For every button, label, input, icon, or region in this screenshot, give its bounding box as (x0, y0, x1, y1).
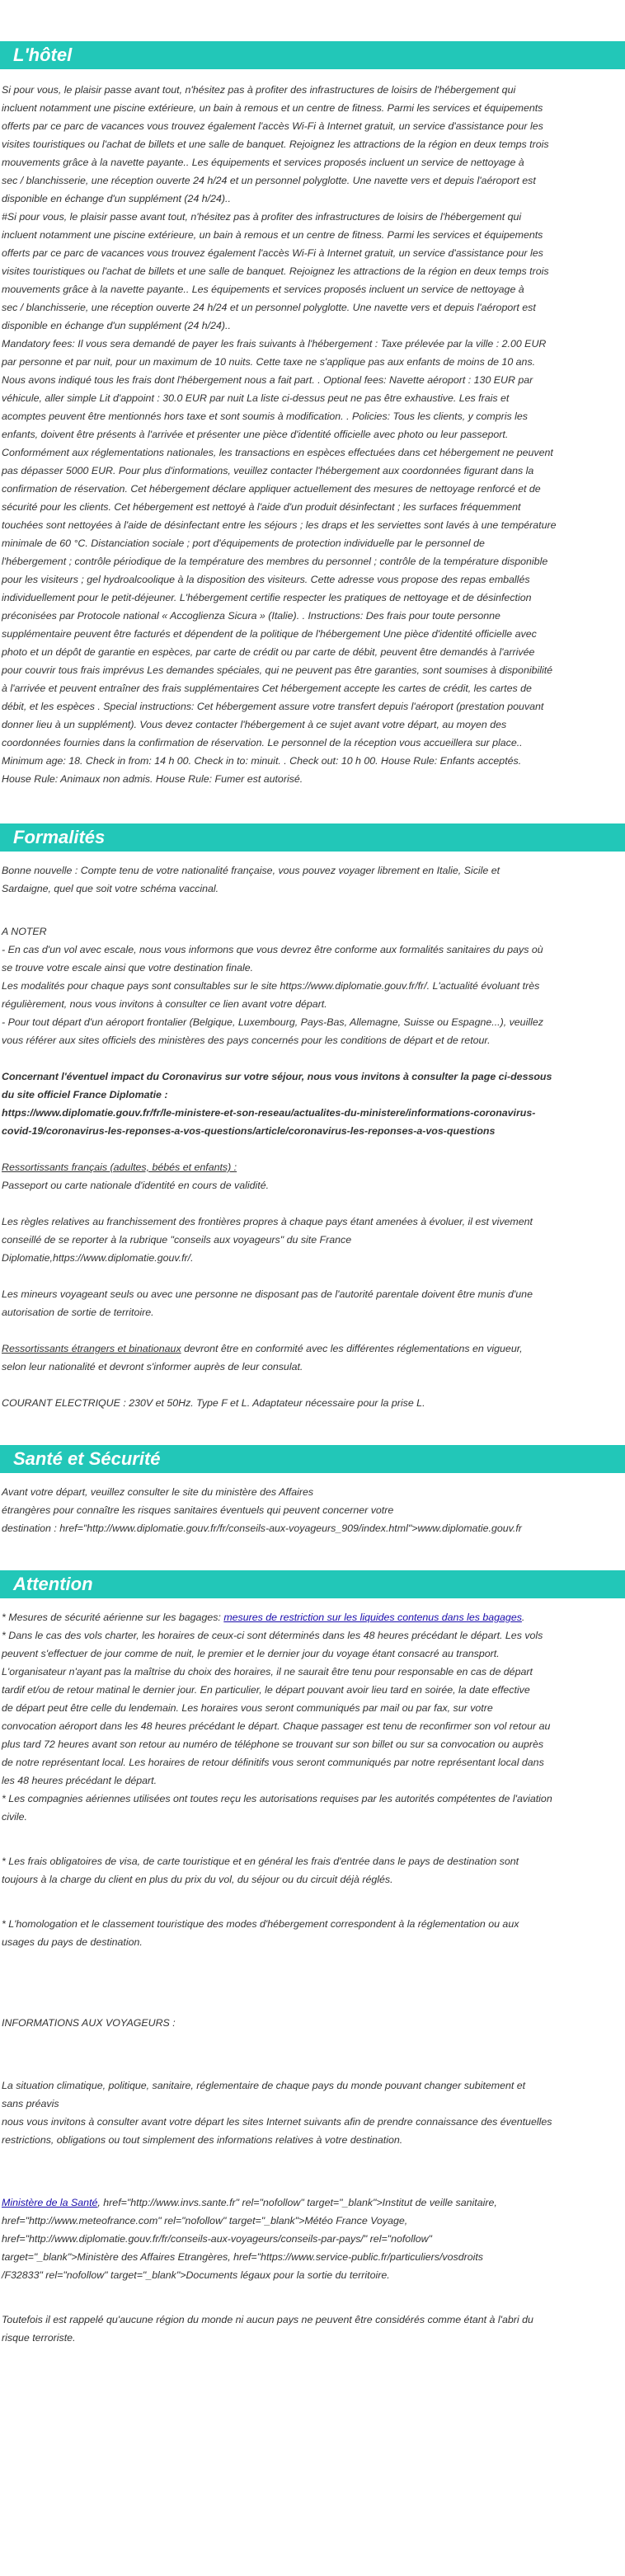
toutefois-line: risque terroriste. (2, 2332, 76, 2344)
section-heading-hotel: L'hôtel (0, 41, 625, 69)
sante-line: destination : href="http://www.diplomatie.gouv.fr/fr/conseils-aux-voyageurs_909/index.html">www.diplomatie.gouv.fr (2, 1523, 522, 1534)
hotel-text-line: offerts par ce parc de vacances vous trouvez également l'accès Wi-Fi à Internet gratuit, un service d'assistance pour les (2, 247, 543, 259)
charter-line: plus tard 72 heures avant son retour au numéro de téléphone se trouvant sur son billet ou sur sa convocation ou auprès (2, 1738, 544, 1750)
hotel-text-line: disponible en échange d'un supplément (24 h/24).. (2, 320, 231, 331)
mineurs-text (0, 1285, 625, 1321)
ministere-rest-line: href="http://www.diplomatie.gouv.fr/fr/conseils-aux-voyageurs/conseils-par-pays/" rel="nofollow" (2, 2233, 432, 2245)
homologation-line: * L'homologation et le classement touristique des modes d'hébergement correspondent à la réglementation ou aux (2, 1918, 519, 1930)
regles-line: Diplomatie,https://www.diplomatie.gouv.fr/. (2, 1252, 194, 1264)
hotel-text-line: débit, et les espèces . Special instructions: Cet hébergement assure votre transfert depuis l'aéroport (prestation pouvant (2, 701, 544, 712)
climat-line: nous vous invitons à consulter avant votre départ les sites Internet suivants afin de prendre connaissance des éventuelles (2, 2116, 552, 2128)
formalites-intro (0, 861, 625, 898)
hotel-text-line: incluent notamment une piscine extérieure, un bain à remous et un centre de fitness. Parmi les services et équipements (2, 229, 543, 241)
hotel-text-line: Nous avons indiqué tous les frais dont l'hébergement nous a fait part. . Optional fees: Navette aéroport : 130 EUR par (2, 374, 533, 386)
regles-line: conseillé de se reporter à la rubrique "conseils aux voyageurs" du site France (2, 1234, 352, 1246)
hotel-text-line: enfants, doivent être présents à l'arrivée et présenter une pièce d'identité officielle avec photo ou leur passeport. (2, 429, 509, 440)
coronavirus-line: du site officiel France Diplomatie : (2, 1089, 168, 1100)
ressortissants-etrangers-title: Ressortissants étrangers et binationaux (2, 1343, 181, 1354)
ressortissants-etrangers-text-2: selon leur nationalité et devront s'informer auprès de leur consulat. (2, 1361, 303, 1372)
homologation-line: usages du pays de destination. (2, 1936, 143, 1948)
formalites-intro-line: Sardaigne, quel que soit votre schéma vaccinal. (2, 883, 219, 894)
coronavirus-notice (0, 1067, 625, 1140)
hotel-description (0, 81, 625, 788)
toutefois-line: Toutefois il est rappelé qu'aucune région du monde ni aucun pays ne peuvent être considérés comme étant à l'abri du (2, 2314, 533, 2325)
liquides-restriction-link[interactable]: mesures de restriction sur les liquides contenus dans les bagages (223, 1612, 522, 1623)
ministere-line (0, 2194, 625, 2212)
mineurs-line: Les mineurs voyageant seuls ou avec une personne ne disposant pas de l'autorité parentale doivent être munis d'une (2, 1288, 533, 1300)
hotel-text-line: House Rule: Animaux non admis. House Rule: Fumer est autorisé. (2, 773, 303, 785)
ressortissants-etrangers-text-1: devront être en conformité avec les différentes réglementations en vigueur, (181, 1343, 523, 1354)
hotel-text-line: minimale de 60 °C. Distanciation sociale ; port d'équipements de protection individuelle par le personnel de (2, 537, 485, 549)
hotel-text-line: acomptes peuvent être mentionnés hors taxe et sont soumis à modification. . Policies: Tous les clients, y compris les (2, 411, 528, 422)
regles-frontieres (0, 1213, 625, 1267)
hotel-text-line: Si pour vous, le plaisir passe avant tout, n'hésitez pas à profiter des infrastructures de loisirs de l'hébergement qui (2, 84, 516, 96)
climat-line: sans préavis (2, 2098, 59, 2109)
coronavirus-line: https://www.diplomatie.gouv.fr/fr/le-ministere-et-son-reseau/actualites-du-ministere/informations-coronavirus- (2, 1107, 536, 1119)
hotel-text-line: pour les visiteurs ; gel hydroalcoolique à la disposition des visiteurs. Cette adresse vous propose des repas emballés (2, 574, 530, 585)
hotel-text-line: à l'arrivée et peuvent entraîner des frais supplémentaires Cet hébergement accepte les cartes de crédit, les cartes de (2, 683, 532, 694)
a-noter-text (0, 941, 625, 1049)
charter-line: convocation aéroport dans les 48 heures précédant le départ. Chaque passager est tenu de reconfirmer son vol retour au (2, 1720, 551, 1732)
climat-text (0, 2076, 625, 2149)
charter-line: civile. (2, 1811, 27, 1823)
charter-line: de notre représentant local. Les horaires de retour définitifs vous seront communiqués par notre représentant local dans (2, 1757, 544, 1768)
toutefois-text (0, 2311, 625, 2347)
section-heading-attention: Attention (0, 1570, 625, 1598)
coronavirus-line: covid-19/coronavirus-les-reponses-a-vos-questions/article/coronavirus-les-reponses-a-vos-questions (2, 1125, 496, 1137)
a-noter-label: A NOTER (2, 926, 47, 937)
courant-electrique: COURANT ELECTRIQUE : 230V et 50Hz. Type F et L. Adaptateur nécessaire pour la prise L. (2, 1397, 425, 1409)
charter-line: * Dans le cas des vols charter, les horaires de ceux-ci sont déterminés dans les 48 heures précédant le départ. Les vols (2, 1630, 543, 1641)
hotel-text-line: photo et un dépôt de garantie en espèces, par carte de crédit ou par carte de débit, peuvent être demandés à l'arrivée (2, 646, 535, 658)
frais-text (0, 1852, 625, 1889)
formalites-intro-line: Bonne nouvelle : Compte tenu de votre nationalité française, vous pouvez voyager librement en Italie, Sicile et (2, 865, 500, 876)
ressortissants-francais-title: Ressortissants français (adultes, bébés et enfants) : (2, 1161, 237, 1173)
informations-voyageurs-title: INFORMATIONS AUX VOYAGEURS : (2, 2017, 176, 2029)
section-heading-formalites: Formalités (0, 823, 625, 852)
bagages-suffix: . (521, 1612, 525, 1623)
sante-line: étrangères pour connaître les risques sanitaires éventuels qui peuvent concerner votre (2, 1504, 394, 1516)
a-noter-line: vous référer aux sites officiels des ministères des pays concernés pour les conditions de départ et de retour. (2, 1035, 491, 1046)
ministere-rest-0: , href="http://www.invs.sante.fr" rel="nofollow" target="_blank">Institut de veille sanitaire, (97, 2197, 497, 2208)
hotel-text-line: l'hébergement ; contrôle périodique de la température des membres du personnel ; contrôle de la température disponible (2, 556, 548, 567)
hotel-text-line: sec / blanchisserie, une réception ouverte 24 h/24 et un personnel polyglotte. Une navette vers et depuis l'aéroport est (2, 302, 536, 313)
hotel-text-line: pour couvrir tous frais imprévus Les demandes spéciales, qui ne peuvent pas être garanties, sont soumises à disponibilité (2, 664, 553, 676)
charter-line: les 48 heures précédant le départ. (2, 1775, 157, 1786)
hotel-text-line: par personne et par nuit, pour un maximum de 10 nuits. Cette taxe ne s'applique pas aux enfants de moins de 10 ans. (2, 356, 536, 368)
charter-line: L'organisateur n'ayant pas la maîtrise du choix des horaires, il ne saurait être tenu pour responsable en cas de départ (2, 1666, 533, 1677)
hotel-text-line: mouvements grâce à la navette payante.. Les équipements et services proposés incluent un service de nettoyage à (2, 284, 524, 295)
hotel-text-line: Conformément aux réglementations nationales, les transactions en espèces effectuées dans cet hébergement ne peuvent (2, 447, 553, 458)
hotel-text-line: #Si pour vous, le plaisir passe avant tout, n'hésitez pas à profiter des infrastructures de loisirs de l'hébergement qui (2, 211, 522, 223)
hotel-text-line: visites touristiques ou l'achat de billets et une salle de banquet. Rejoignez les attractions de la région en deux temps trois (2, 138, 549, 150)
climat-line: La situation climatique, politique, sanitaire, réglementaire de chaque pays du monde pouvant changer subitement et (2, 2080, 526, 2091)
hotel-text-line: incluent notamment une piscine extérieure, un bain à remous et un centre de fitness. Parmi les services et équipements (2, 102, 543, 114)
hotel-text-line: disponible en échange d'un supplément (24 h/24).. (2, 193, 231, 204)
ressortissants-etrangers (0, 1340, 625, 1358)
mineurs-line: autorisation de sortie de territoire. (2, 1307, 154, 1318)
hotel-text-line: individuellement pour le petit-déjeuner. L'hébergement certifie respecter les pratiques de nettoyage et de désinfection (2, 592, 532, 603)
charter-text (0, 1626, 625, 1826)
section-heading-sante: Santé et Sécurité (0, 1445, 625, 1473)
hotel-text-line: visites touristiques ou l'achat de billets et une salle de banquet. Rejoignez les attractions de la région en deux temps trois (2, 265, 549, 277)
hotel-text-line: préconisées par Protocole national « Accoglienza Sicura » (Italie). . Instructions: Des frais pour toute personne (2, 610, 500, 622)
regles-line: Les règles relatives au franchissement des frontières propres à chaque pays étant amenées à évoluer, il est vivement (2, 1216, 533, 1227)
ministere-rest-line: target="_blank">Ministère des Affaires Etrangères, href="https://www.service-public.fr/particuliers/vosdroits (2, 2251, 483, 2263)
frais-line: toujours à la charge du client en plus du prix du vol, du séjour ou du circuit déjà réglés. (2, 1874, 393, 1885)
a-noter-line: - Pour tout départ d'un aéroport frontalier (Belgique, Luxembourg, Pays-Bas, Allemagne, Suisse ou Espagne...), veuillez (2, 1016, 543, 1028)
ressortissants-francais-text: Passeport ou carte nationale d'identité en cours de validité. (2, 1180, 270, 1191)
hotel-text-line: coordonnées fournies dans la confirmation de réservation. Le personnel de la réception vous accueillera sur place.. (2, 737, 523, 748)
hotel-text-line: sec / blanchisserie, une réception ouverte 24 h/24 et un personnel polyglotte. Une navette vers et depuis l'aéroport est (2, 175, 536, 186)
charter-line: peuvent s'effectuer de jour comme de nuit, le premier et le dernier jour du voyage étant consacré au transport. (2, 1648, 500, 1659)
hotel-text-line: offerts par ce parc de vacances vous trouvez également l'accès Wi-Fi à Internet gratuit, un service d'assistance pour les (2, 120, 543, 132)
coronavirus-line: Concernant l'éventuel impact du Coronavirus sur votre séjour, nous vous invitons à consulter la page ci-dessous (2, 1071, 552, 1082)
sante-text (0, 1483, 625, 1537)
ministere-rest-line: href="http://www.meteofrance.com" rel="nofollow" target="_blank">Météo France Voyage, (2, 2215, 408, 2226)
a-noter-line: - En cas d'un vol avec escale, nous vous informons que vous devrez être conforme aux formalités sanitaires du pays où (2, 944, 543, 955)
a-noter-line: se trouve votre escale ainsi que votre destination finale. (2, 962, 254, 974)
ministere-rest-line: /F32833" rel="nofollow" target="_blank">Documents légaux pour la sortie du territoire. (2, 2269, 390, 2281)
ministere-rest (0, 2212, 625, 2284)
bagages-notice (0, 1608, 625, 1626)
a-noter-line: régulièrement, nous vous invitons à consulter ce lien avant votre départ. (2, 998, 327, 1010)
charter-line: tardif et/ou de retour matinal le dernier jour. En particulier, le départ pouvant avoir lieu tard en soirée, la date effective (2, 1684, 530, 1696)
hotel-text-line: mouvements grâce à la navette payante.. Les équipements et services proposés incluent un service de nettoyage à (2, 157, 524, 168)
hotel-text-line: confirmation de réservation. Cet hébergement déclare appliquer actuellement des mesures de nettoyage renforcé et de (2, 483, 541, 495)
charter-line: * Les compagnies aériennes utilisées ont toutes reçu les autorisations requises par les autorités compétentes de l'aviation (2, 1793, 552, 1804)
ministere-sante-link[interactable]: Ministère de la Santé (2, 2197, 98, 2208)
hotel-text-line: sécurité pour les clients. Cet hébergement est nettoyé à l'aide d'un produit désinfectant ; les surfaces fréquemment (2, 501, 521, 513)
hotel-text-line: Mandatory fees: Il vous sera demandé de payer les frais suivants à l'hébergement : Taxe prélevée par la ville : 2.00 EUR (2, 338, 547, 350)
charter-line: de départ peut être celle du lendemain. Les horaires vous seront communiqués par mail ou par fax, sur votre (2, 1702, 493, 1714)
frais-line: * Les frais obligatoires de visa, de carte touristique et en général les frais d'entrée dans le pays de destination sont (2, 1856, 519, 1867)
hotel-text-line: véhicule, aller simple Lit d'appoint : 30.0 EUR par nuit La liste ci-dessus peut ne pas être exhaustive. Les frais et (2, 392, 510, 404)
a-noter-line: Les modalités pour chaque pays sont consultables sur le site https://www.diplomatie.gouv.fr/fr/. L'actualité évoluant très (2, 980, 540, 992)
hotel-text-line: Minimum age: 18. Check in from: 14 h 00. Check in to: minuit. . Check out: 10 h 00. House Rule: Enfants acceptés. (2, 755, 522, 767)
hotel-text-line: supplémentaire peuvent être facturés et dépendent de la politique de l'hébergement Une pièce d'identité officielle avec (2, 628, 537, 640)
sante-line: Avant votre départ, veuillez consulter le site du ministère des Affaires (2, 1486, 314, 1498)
hotel-text-line: touchées sont nettoyées à l'aide de désinfectant entre les séjours ; les draps et les serviettes sont lavés à une température (2, 519, 557, 531)
hotel-text-line: pas dépasser 5000 EUR. Pour plus d'informations, veuillez contacter l'hébergement aux coordonnées figurant dans la (2, 465, 534, 476)
homologation-text (0, 1915, 625, 1951)
bagages-prefix: * Mesures de sécurité aérienne sur les bagages: (2, 1612, 224, 1623)
hotel-text-line: donner lieu à un supplément). Vous devez contacter l'hébergement à ce sujet avant votre départ, au moyen des (2, 719, 507, 730)
climat-line: restrictions, obligations ou tout simplement des informations relatives à votre destination. (2, 2134, 403, 2146)
